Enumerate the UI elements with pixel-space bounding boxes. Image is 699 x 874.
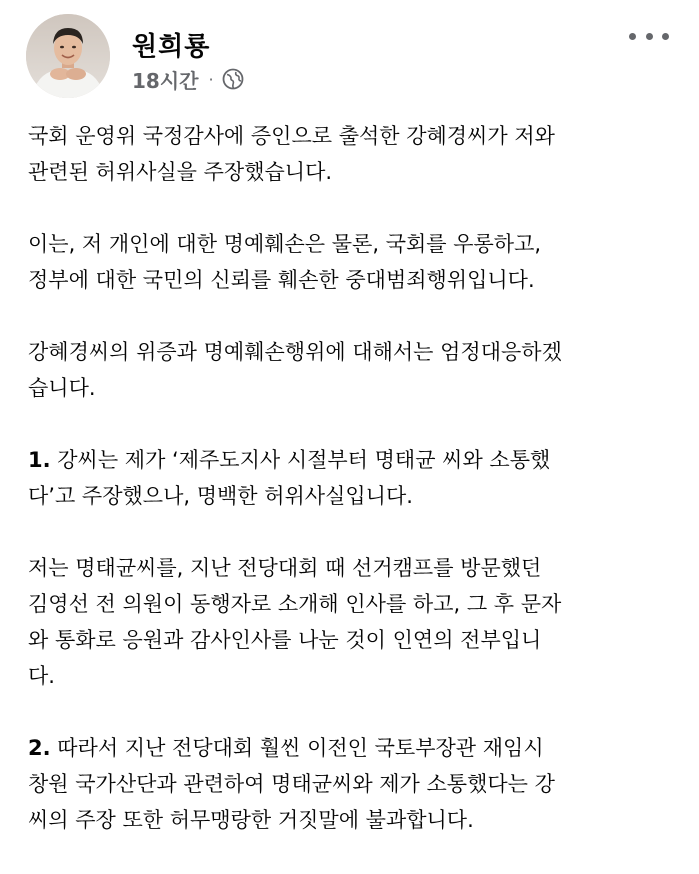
- post-paragraph: 강혜경씨의 위증과 명예훼손행위에 대해서는 엄정대응하겠 습니다.: [28, 340, 562, 400]
- paragraph-text: 강씨는 제가 ‘제주도지사 시절부터 명태균 씨와 소통했 다’고 주장했으나, 명백한 허위사실입니다.: [28, 448, 551, 508]
- paragraph-number: 1.: [28, 448, 51, 472]
- meta-separator: ·: [208, 69, 214, 89]
- post-paragraph: [28, 442, 678, 514]
- more-options-button[interactable]: [629, 28, 669, 44]
- post-paragraph: 국회 운영위 국정감사에 증인으로 출석한 강혜경씨가 저와 관련된 허위사실을 주장했습니다.: [28, 124, 555, 184]
- paragraph-number: 2.: [28, 736, 51, 760]
- profile-photo-icon: [26, 14, 110, 98]
- post-paragraph: 저는 명태균씨를, 지난 전당대회 때 선거캠프를 방문했던 김영선 전 의원이 동행자로 소개해 인사를 하고, 그 후 문자 와 통화로 응원과 감사인사를 나눈 것이 인연의 전부입니 다.: [28, 556, 562, 688]
- author-name[interactable]: 원희룡: [132, 32, 211, 62]
- more-horizontal-icon: [629, 33, 636, 40]
- post-meta: [132, 66, 244, 92]
- paragraph-text: 따라서 지난 전당대회 훨씬 이전인 국토부장관 재임시 창원 국가산단과 관련하여 명태균씨와 제가 소통했다는 강 씨의 주장 또한 허무맹랑한 거짓말에 불과합니다.: [28, 736, 555, 832]
- globe-icon[interactable]: [222, 68, 244, 90]
- avatar[interactable]: [26, 14, 110, 98]
- post-body: [28, 118, 678, 874]
- post-timestamp[interactable]: 18시간: [132, 68, 199, 93]
- more-horizontal-icon: [646, 33, 653, 40]
- post-paragraph: [28, 730, 678, 838]
- post-paragraph: 이는, 저 개인에 대한 명예훼손은 물론, 국회를 우롱하고, 정부에 대한 국민의 신뢰를 훼손한 중대범죄행위입니다.: [28, 232, 542, 292]
- more-horizontal-icon: [662, 33, 669, 40]
- post-header: [0, 0, 699, 110]
